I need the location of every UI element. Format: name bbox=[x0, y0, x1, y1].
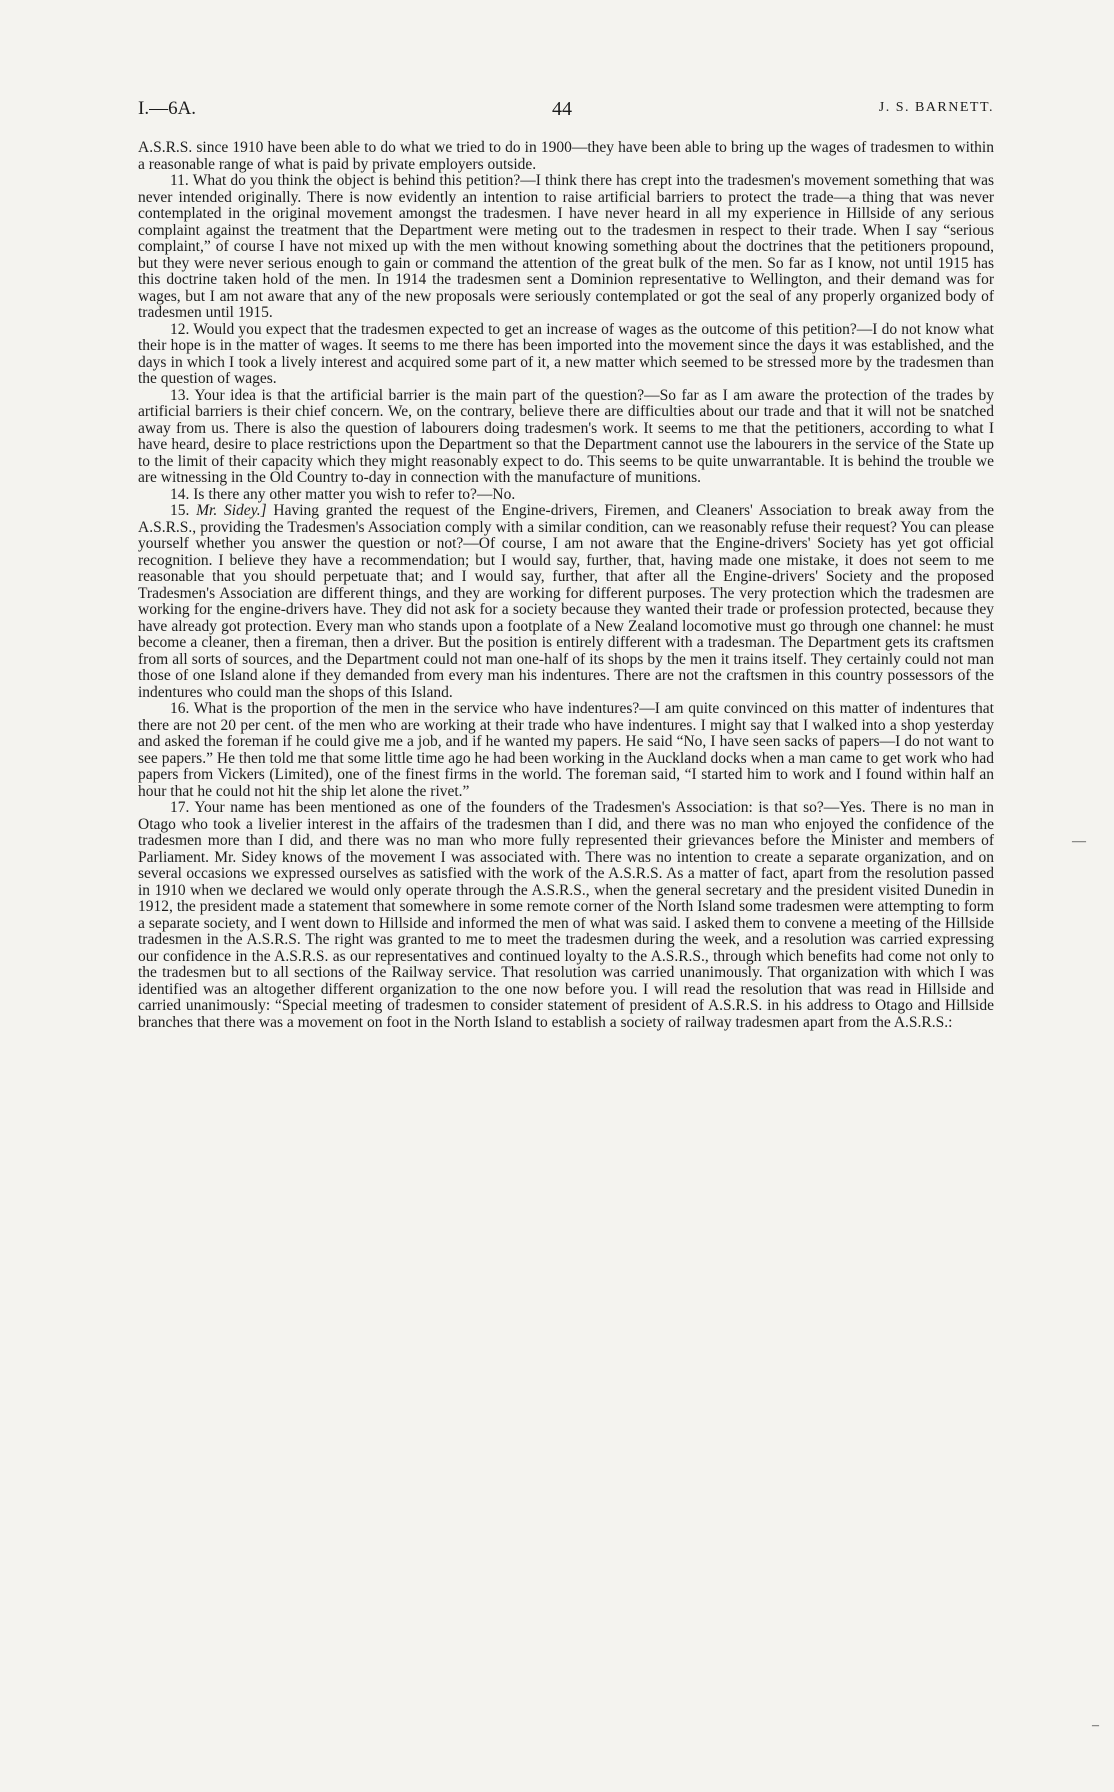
paragraph-text: Your idea is that the artificial barrier is the main part of the question?—So far as I am aware the protection of the trades by artificial barriers is their chief concern. We, on the contrary, believe there are difficulties about our trade and that it will not be snatched away from us. There is also the question of labourers doing tradesmen's work. It seems to me that the petitioners, according to what I have heard, desire to place restrictions upon the Department so that the Department cannot use the labourers in the service of the State up to the limit of their capacity which they might reasonably expect to do. This seems to be quite unwarrantable. It is behind the trouble we are witnessing in the Old Country to-day in connection with the manufacture of munitions. bbox=[138, 386, 994, 486]
page-body bbox=[138, 140, 994, 1031]
question-number: 14. bbox=[170, 485, 190, 503]
margin-mark-icon: — bbox=[1072, 834, 1086, 849]
paragraph-question-12 bbox=[138, 322, 994, 388]
paragraph-question-13 bbox=[138, 388, 994, 487]
paragraph-continuation bbox=[138, 140, 994, 173]
question-number: 12. bbox=[170, 320, 190, 338]
page-header bbox=[138, 98, 994, 124]
paragraph-text: Would you expect that the tradesmen expected to get an increase of wages as the outcome of this petition?—I do not know what their hope is in the matter of wages. It seems to me there has been imported into the movement since the days it was established, and the days in which I took a lively interest and acquired some part of it, a new matter which seemed to be stressed more by the tradesmen than the question of wages. bbox=[138, 320, 994, 387]
paragraph-text: Having granted the request of the Engine-drivers, Firemen, and Cleaners' Association to break away from the A.S.R.S., providing the Tradesmen's Association comply with a similar condition, can we reasonably refuse their request? You can please yourself whether you answer the question or not?—Of course, I am not aware that the Engine-drivers' Society has yet got official recognition. I believe they have a recommendation; but I would say, further, that, having made one mistake, it does not seem to me reasonable that you should perpetuate that; and I would say, further, that after all the Engine-drivers' Society and the proposed Tradesmen's Association are different things, and they are working for different purposes. The very protection which the tradesmen are working for the engine-drivers have. They did not ask for a society because they wanted their trade or profession protected, because they have already got protection. Every man who stands upon a footplate of a New Zealand locomotive must go through one channel: he must become a cleaner, then a fireman, then a driver. But the position is entirely different with a tradesman. The Department gets its craftsmen from all sorts of sources, and the Department could not man one-half of its shops by the men it trains itself. They certainly could not man those of one Island alone if they demanded from every man his indentures. There are not the craftsmen in this country possessors of the indentures who could man the shops of this Island. bbox=[138, 502, 994, 701]
margin-mark-icon: – bbox=[1092, 1718, 1099, 1733]
question-number: 16. bbox=[170, 700, 190, 717]
paragraph-question-17 bbox=[138, 800, 994, 1031]
parliamentary-paper-reference: I.—6A. bbox=[138, 98, 197, 119]
paragraph-text: What do you think the object is behind this petition?—I think there has crept into the tradesmen's movement something that was never intended originally. There is now evidently an intention to raise artificial barriers to protect the trade—a thing that was never contemplated in the original movement amongst the tradesmen. I have never heard in all my experience in Hillside of any serious complaint against the treatment that the Department were meting out to the tradesmen in respect to their trade. When I say “serious complaint,” of course I have not mixed up with the men without knowing something about the doctrines that the petitioners propound, but they were never serious enough to gain or command the attention of the great bulk of the men. So far as I know, not until 1915 has this doctrine taken hold of the men. In 1914 the tradesmen sent a Dominion representative to Wellington, and their demand was for wages, but I am not aware that any of the new proposals were seriously contemplated or got the seal of any properly organized body of tradesmen until 1915. bbox=[138, 172, 994, 321]
paragraph-text: Your name has been mentioned as one of the founders of the Tradesmen's Association: is that so?—Yes. There is no man in Otago who took a livelier interest in the affairs of the tradesmen than I did, and there was no man who enjoyed the confidence of the tradesmen more than I did, and there was no man who more fully represented their grievances before the Minister and members of Parliament. Mr. Sidey knows of the movement I was associated with. There was no intention to create a separate organization, and on several occasions we expressed ourselves as satisfied with the work of the A.S.R.S. As a matter of fact, apart from the resolution passed in 1910 when we declared we would only operate through the A.S.R.S., when the general secretary and the president visited Dunedin in 1912, the president made a statement that somewhere in some remote corner of the North Island some tradesmen were attempting to form a separate society, and I went down to Hillside and informed the men of what was said. I asked them to convene a meeting of the Hillside tradesmen in the A.S.R.S. The right was granted to me to meet the tradesmen during the week, and a resolution was carried expressing our confidence in the A.S.R.S. as our representatives and continued loyalty to the A.S.R.S., through which benefits had come not only to the tradesmen but to all sections of the Railway service. That resolution was carried unanimously. That organization with which I was identified was an altogether different organization to the one now before you. I will read the resolution that was read in Hillside and carried unanimously: “Special meeting of tradesmen to consider statement of president of A.S.R.S. in his address to Otago and Hillside branches that there was a movement on foot in the North Island to establish a society of railway tradesmen apart from the A.S.R.S.: bbox=[138, 799, 994, 1031]
paragraph-text: What is the proportion of the men in the service who have indentures?—I am quite convinced on this matter of indentures that there are not 20 per cent. of the men who are working at their trade who have indentures. I might say that I walked into a shop yesterday and asked the foreman if he could give me a job, and if he wanted my papers. He said “No, I have seen sacks of papers—I do not want to see papers.” He then told me that some little time ago he had been working in the Auckland docks when a man came to get work who had papers from Vickers (Limited), one of the finest firms in the world. The foreman said, “I started him to work and I found within half an hour that he could not hit the ship let alone the rivet.” bbox=[138, 700, 994, 800]
question-number: 11. bbox=[170, 172, 189, 189]
paragraph-question-14 bbox=[138, 487, 994, 504]
paragraph-text: A.S.R.S. since 1910 have been able to do what we tried to do in 1900—they have been able to bring up the wages of tradesmen to within a reasonable range of what is paid by private employers outside. bbox=[138, 139, 994, 173]
speaker-name: Mr. Sidey.] bbox=[196, 502, 267, 519]
witness-name: J. S. BARNETT. bbox=[878, 100, 994, 115]
question-number: 13. bbox=[170, 386, 190, 404]
paragraph-question-15 bbox=[138, 503, 994, 701]
question-number: 15. bbox=[170, 502, 190, 519]
question-number: 17. bbox=[170, 799, 190, 816]
paragraph-question-16 bbox=[138, 701, 994, 800]
paragraph-question-11 bbox=[138, 173, 994, 322]
page-number: 44 bbox=[552, 98, 572, 120]
paragraph-text: Is there any other matter you wish to refer to?—No. bbox=[193, 485, 516, 503]
